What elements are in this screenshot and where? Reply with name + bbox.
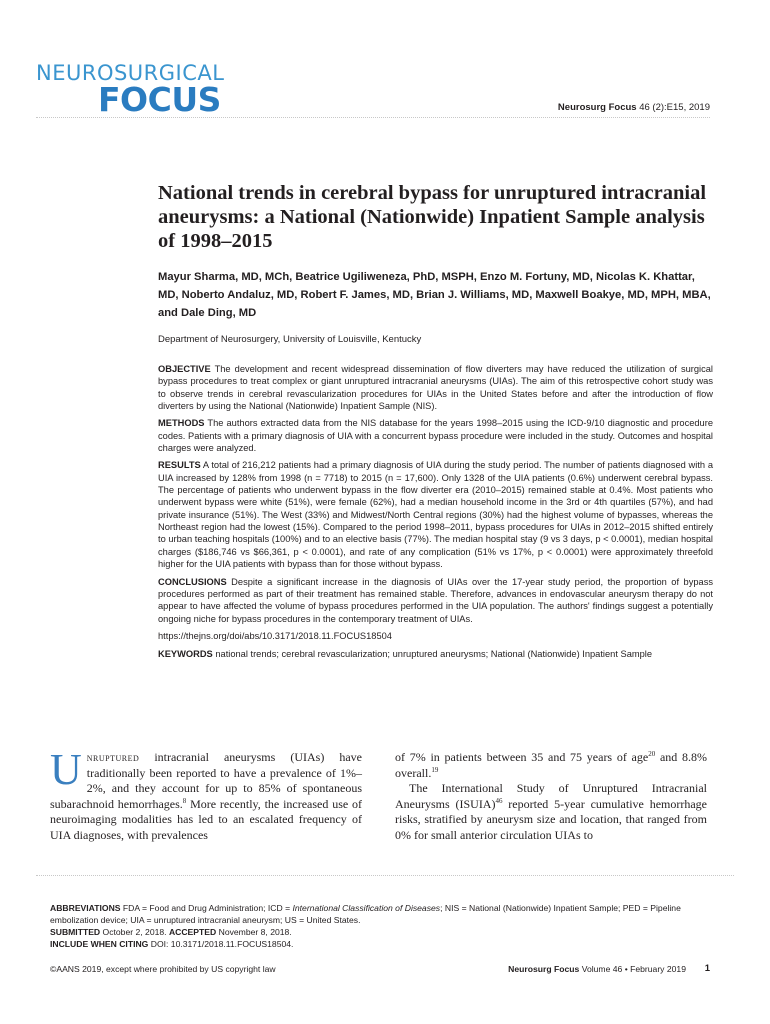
citing-note — [50, 938, 710, 950]
submitted-date: October 2, 2018. — [100, 927, 169, 937]
article-title: National trends in cerebral bypass for unruptured intracranial aneurysms: a National (Nationwide) Inpatient Sample analysis of 1998–2015 — [158, 182, 707, 252]
header-volume: 46 (2):E15, 2019 — [636, 102, 710, 113]
header-journal: Neurosurg Focus — [557, 102, 637, 113]
abstract-results — [158, 459, 713, 570]
abstract-keywords — [158, 648, 713, 660]
footnote-divider — [36, 875, 734, 876]
abbreviations-text-a: FDA = Food and Drug Administration; ICD = — [120, 903, 293, 913]
footer-journal-info — [508, 964, 686, 974]
header-divider — [36, 117, 710, 118]
accepted-heading: ACCEPTED — [168, 927, 217, 937]
keywords-text: national trends; cerebral revascularization; unruptured aneurysms; National (Nationwide) Inpatient Sample — [212, 649, 653, 660]
reference-8[interactable]: 8 — [182, 796, 187, 805]
lead-in: nruptured — [86, 750, 140, 764]
header-citation — [558, 102, 710, 113]
intro-text-2: More recently, the increased use of neuroimaging modalities has led to an escalated frequency of UIA diagnoses, with prevalences — [50, 796, 363, 842]
keywords-heading: KEYWORDS — [158, 649, 213, 660]
isuia-text-1: The International Study of Unruptured Intracranial Aneurysms (ISUIA) — [395, 781, 707, 811]
isuia-text-2: reported 5-year cumulative hemorrhage risks, stratified by aneurysm size and location, that ranged from 0% for small anterior circulation UIAs to — [395, 796, 708, 842]
logo-line1: NEUROSURGICAL — [36, 61, 225, 85]
abstract-conclusions — [158, 576, 713, 625]
abstract — [158, 363, 713, 666]
doi-link[interactable]: https://thejns.org/doi/abs/10.3171/2018.11.FOCUS18504 — [158, 630, 392, 641]
methods-text: The authors extracted data from the NIS database for the years 1998–2015 using the ICD-9/10 diagnostic and procedure codes. Patients with a primary diagnosis of UIA with a concurrent bypass procedure were included in the study. Outcomes and hospital charges were analyzed. — [158, 418, 713, 454]
intro-paragraph — [50, 745, 363, 843]
body-column-left — [50, 745, 363, 843]
intro-continuation — [395, 750, 707, 781]
footnotes — [50, 902, 710, 950]
abbreviations-heading: ABBREVIATIONS — [50, 903, 121, 913]
objective-heading: OBJECTIVE — [158, 364, 211, 374]
drop-cap: U — [50, 745, 82, 794]
accepted-date: November 8, 2018. — [216, 927, 292, 937]
reference-20[interactable]: 20 — [648, 750, 656, 758]
continuation-text-1: of 7% in patients between 35 and 75 years of age — [395, 750, 649, 764]
objective-text: The development and recent widespread dissemination of flow diverters may have reduced the utilization of surgical bypass procedures to treat complex or giant unruptured intracranial aneurysms (UIAs). The aim of this retrospective cohort study was to observe trends in cerebral revascularization procedures for UIAs in the United States before and after the introduction of flow diverters by using the National (Nationwide) Inpatient Sample (NIS). — [158, 364, 713, 412]
footer-issue: Volume 46 • February 2019 — [579, 964, 686, 974]
results-text: A total of 216,212 patients had a primary diagnosis of UIA during the study period. The number of patients diagnosed with a UIA increased by 128% from 1998 (n = 7718) to 2015 (n = 17,600). Only 1328 of the UIA patients (0.6%) underwent cerebral bypass. The percentage of patients who underwent bypass in the flow diverter era (2010–2015) remained stable at 0.4%. Most patients who underwent bypass were white (51%), were female (62%), had a median household income in the 3rd or 4th quartiles (57%), and had private insurance (51%). The West (33%) and Midwest/North Central regions (30%) had the highest volume of bypasses, whereas the Northeast region had the lowest (15%). Compared to the period 1998–2011, bypass procedures for UIAs in 2012–2015 shifted entirely to urban teaching hospitals (100%) and to an elective basis (77%). The median hospital stay (9 vs 3 days, p < 0.0001), median hospital charges ($186,746 vs $66,361, p < 0.0001), and rate of any complication (51% vs 17%, p < 0.0001) were approximately threefold higher for the UIA patients with bypass than for those without bypass. — [158, 460, 713, 570]
abbreviations-note — [50, 902, 710, 926]
conclusions-text: Despite a significant increase in the diagnosis of UIAs over the 17-year study period, the proportion of bypass procedures performed as part of their treatment has remained stable. Therefore, advances in endovascular aneurysm therapy do not appear to have affected the volume of bypass procedures performed in the UIA population. The authors' findings suggest a potentially ongoing niche for bypass procedures in the contemporary treatment of UIAs. — [158, 576, 713, 624]
page-number: 1 — [704, 963, 710, 974]
methods-heading: METHODS — [158, 418, 205, 429]
body-column-right — [395, 750, 707, 843]
conclusions-heading: CONCLUSIONS — [158, 576, 227, 587]
copyright-notice: ©AANS 2019, except where prohibited by US copyright law — [50, 964, 276, 974]
continuation-text-2: and 8.8% overall. — [395, 750, 707, 780]
intro-text-1: intracranial aneurysms (UIAs) have traditionally been reported to have a prevalence of 1%–2%, and they account for up to 85% of spontaneous subarachnoid hemorrhages. — [50, 750, 362, 811]
abstract-methods — [158, 417, 713, 454]
reference-46[interactable]: 46 — [495, 796, 503, 805]
abstract-objective — [158, 363, 713, 412]
include-heading: INCLUDE WHEN CITING — [50, 939, 149, 949]
isuia-paragraph — [395, 781, 707, 843]
author-list: Mayur Sharma, MD, MCh, Beatrice Ugiliweneza, PhD, MSPH, Enzo M. Fortuny, MD, Nicolas K. Khattar, MD, Noberto Andaluz, MD, Robert F. James, MD, Brian J. Williams, MD, Maxwell Boakye, MD, MPH, MBA, and Dale Ding, MD — [158, 271, 711, 319]
affiliation: Department of Neurosurgery, University of Louisville, Kentucky — [158, 334, 422, 345]
logo-line2: FOCUS — [98, 80, 221, 119]
abbreviations-italic: International Classification of Diseases — [292, 903, 441, 913]
dates-note — [50, 926, 710, 938]
include-doi: DOI: 10.3171/2018.11.FOCUS18504. — [148, 939, 294, 949]
abbreviations-text-b: ; NIS = National (Nationwide) Inpatient Sample; PED = Pipeline embolization device; UIA = unruptured intracranial aneurysm; US = United States. — [50, 903, 681, 925]
reference-19[interactable]: 19 — [431, 765, 439, 774]
journal-logo — [36, 61, 236, 119]
submitted-heading: SUBMITTED — [50, 927, 101, 937]
footer-journal: Neurosurg Focus — [508, 964, 580, 974]
results-heading: RESULTS — [158, 460, 201, 471]
